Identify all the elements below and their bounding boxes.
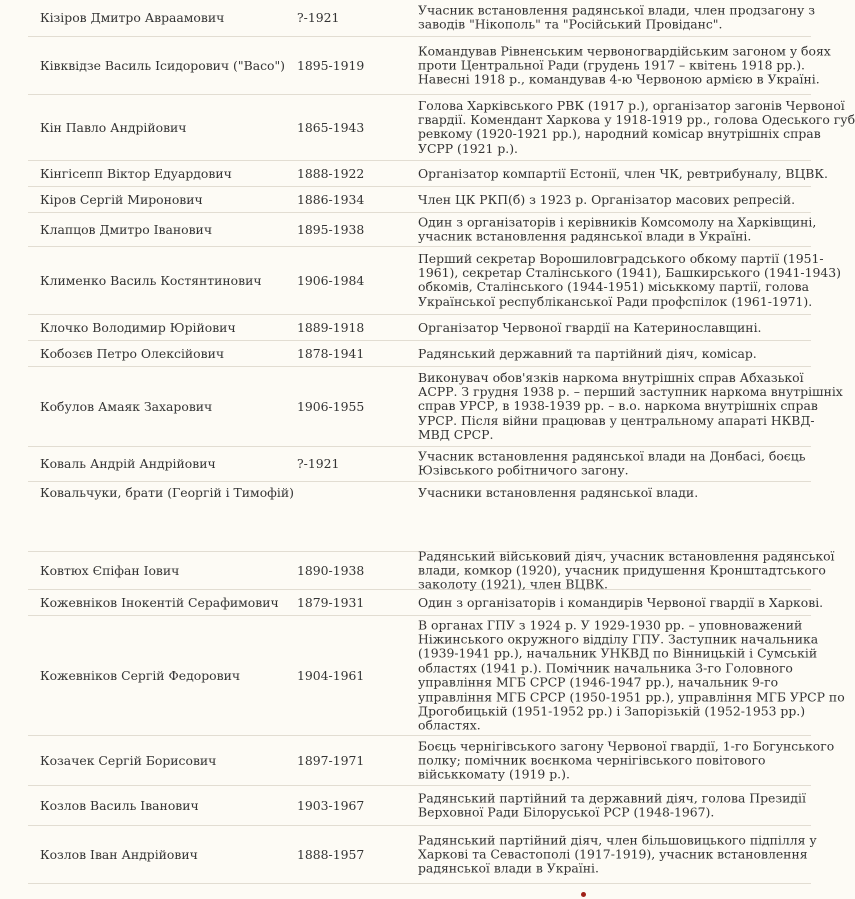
- description-line: Голова Харківського РВК (1917 р.), організатор загонів Червоної: [418, 97, 845, 113]
- description-line: заводів "Нікополь" та "Російський Провіданс".: [418, 17, 723, 32]
- person-name: Кіров Сергій Миронович: [40, 191, 203, 207]
- table-row: [28, 736, 835, 786]
- biography-table: [28, 0, 855, 884]
- description-line: (1939-1941 рр.), начальник УНКВД по Вінницькій і Сумській: [418, 645, 818, 661]
- person-description: [418, 547, 835, 592]
- description-line: Дрогобицькій (1951-1952 рр.) і Запорізькій (1952-1953 рр.): [418, 703, 806, 719]
- table-row: [28, 315, 811, 341]
- description-line: Радянський партійний діяч, член більшовицького підпілля у: [418, 831, 817, 847]
- table-row: [28, 0, 816, 37]
- table-row: [28, 37, 831, 95]
- description-line: Радянський державний та партійний діяч, комісар.: [418, 345, 757, 361]
- life-years: 1865-1943: [297, 119, 365, 135]
- description-line: Командував Рівненським червоногвардійським загоном у боях: [418, 42, 831, 58]
- life-years: 1897-1971: [297, 752, 365, 768]
- description-line: гвардії. Комендант Харкова у 1918-1919 рр., голова Одеського губ: [418, 112, 855, 128]
- person-description: [418, 737, 835, 782]
- table-row: [28, 547, 835, 592]
- person-name: Козлов Іван Андрійович: [40, 846, 198, 862]
- person-name: Кожевніков Сергій Федорович: [40, 667, 241, 683]
- table-row: [28, 447, 811, 482]
- person-description: [418, 165, 828, 181]
- table-row: [28, 341, 811, 367]
- description-line: заколоту (1921), член ВЦВК.: [418, 576, 608, 592]
- person-description: [418, 2, 816, 33]
- description-line: радянської влади в Україні.: [418, 860, 599, 876]
- person-description: [418, 42, 831, 87]
- life-years: 1895-1919: [297, 57, 365, 73]
- description-line: В органах ГПУ з 1924 р. У 1929-1930 рр. – уповноважений: [418, 616, 803, 632]
- description-line: справ УРСР, в 1938-1939 рр. – в.о. наркома внутрішніх справ: [418, 398, 818, 414]
- life-years: ?-1921: [297, 456, 340, 471]
- person-description: [418, 369, 843, 443]
- description-line: областях (1941 р.). Помічник начальника 3-го Головного: [418, 660, 793, 676]
- table-row: [28, 95, 855, 161]
- table-row: [28, 161, 828, 187]
- person-name: Кінгісепп Віктор Едуардович: [40, 165, 232, 181]
- person-name: Кізіров Дмитро Авраамович: [40, 10, 225, 25]
- description-line: Організатор компартії Естонії, член ЧК, ревтрибуналу, ВЦВК.: [418, 165, 828, 181]
- description-line: військкомату (1919 р.).: [418, 766, 570, 782]
- person-description: [418, 486, 783, 500]
- life-years: 1878-1941: [297, 345, 365, 361]
- person-name: Ковальчуки, брати (Георгій і Тимофій): [40, 485, 294, 500]
- table-row: [28, 786, 811, 826]
- table-row: [28, 213, 817, 247]
- person-name: Клименко Василь Костянтинович: [40, 272, 262, 288]
- life-years: 1903-1967: [297, 797, 365, 813]
- life-years: 1904-1961: [297, 667, 365, 683]
- description-line: Радянський військовий діяч, учасник встановлення радянської: [418, 547, 835, 563]
- person-name: Козлов Василь Іванович: [40, 797, 199, 813]
- description-line: УРСР. Після війни працював у центральному апараті НКВД-: [418, 412, 815, 428]
- person-description: [418, 250, 841, 310]
- description-line: Радянський партійний та державний діяч, голова Президії: [418, 790, 806, 806]
- person-description: [418, 790, 806, 820]
- person-name: Коваль Андрій Андрійович: [40, 456, 216, 471]
- description-line: АСРР. З грудня 1938 р. – перший заступник наркома внутрішніх: [418, 383, 843, 399]
- description-line: полку; помічник воєнкома чернігівського повітового: [418, 752, 766, 768]
- person-name: Кобозєв Петро Олексійович: [40, 345, 225, 361]
- description-line: обкомів, Сталінського (1944-1951) міськкому партії, голова: [418, 279, 810, 295]
- person-name: Ківквідзе Василь Ісидорович ("Васо"): [40, 57, 286, 73]
- description-line: Ніжинського окружного відділу ГПУ. Заступник начальника: [418, 631, 819, 647]
- description-line: областях.: [418, 717, 481, 733]
- life-years: 1886-1934: [297, 191, 365, 207]
- description-line: Один з організаторів і керівників Комсомолу на Харківщині,: [418, 214, 817, 230]
- person-name: Кін Павло Андрійович: [40, 119, 187, 135]
- description-line: Харкові та Севастополі (1917-1919), учасник встановлення: [418, 846, 808, 862]
- description-line: Української республіканської Ради профспілок (1961-1971).: [418, 293, 813, 309]
- life-years: ?-1921: [297, 10, 340, 25]
- description-line: ревкому (1920-1921 рр.), народний комісар внутрішніх справ: [418, 126, 821, 142]
- person-name: Кобулов Амаяк Захарович: [40, 398, 213, 414]
- table-row: [28, 482, 811, 552]
- table-row: [28, 616, 845, 736]
- description-line: Боєць чернігівського загону Червоної гвардії, 1-го Богунського: [418, 737, 835, 753]
- description-line: учасник встановлення радянської влади в Україні.: [418, 228, 752, 244]
- description-line: Навесні 1918 р., командував 4-ю Червоною армією в Україні.: [418, 71, 820, 87]
- description-line: Член ЦК РКП(б) з 1923 р. Організатор масових репресій.: [418, 191, 796, 207]
- life-years: 1888-1957: [297, 846, 365, 862]
- person-name: Клочко Володимир Юрійович: [40, 319, 236, 335]
- description-line: Юзівського робітничого загону.: [418, 463, 629, 478]
- table-row: [28, 367, 843, 447]
- life-years: 1906-1955: [297, 398, 365, 414]
- person-description: [418, 346, 783, 360]
- person-description: [418, 97, 855, 157]
- description-line: Перший секретар Ворошиловградського обкому партії (1951-: [418, 250, 824, 266]
- description-line: Організатор Червоної гвардії на Катеринославщині.: [418, 319, 762, 335]
- description-line: управління МГБ СРСР (1946-1947 рр.), начальник 9-го: [418, 674, 779, 690]
- table-row: [28, 187, 811, 213]
- description-line: Учасник встановлення радянської влади на Донбасі, боєць: [418, 448, 806, 464]
- description-line: Учасник встановлення радянської влади, член продзагону з: [418, 2, 816, 18]
- table-row: [28, 590, 824, 616]
- table-row: [28, 247, 841, 315]
- person-description: [418, 191, 796, 207]
- life-years: 1890-1938: [297, 562, 365, 578]
- person-name: Кожевніков Інокентій Серафимович: [40, 594, 279, 610]
- life-years: 1888-1922: [297, 165, 365, 181]
- description-line: Верховної Ради Білоруської РСР (1948-1967).: [418, 804, 715, 820]
- table-row: [28, 826, 817, 884]
- person-description: [418, 448, 806, 479]
- cursor-dot: [581, 892, 586, 897]
- description-line: 1961), секретар Сталінського (1941), Башкирського (1941-1943): [418, 265, 841, 281]
- life-years: 1889-1918: [297, 319, 365, 335]
- description-line: управління МГБ СРСР (1950-1951 рр.), управління МГБ УРСР по: [418, 688, 845, 704]
- person-description: [418, 214, 817, 244]
- description-line: влади, комкор (1920), учасник придушення Кронштадтського: [418, 562, 826, 578]
- description-line: Один з організаторів і командирів Червоної гвардії в Харкові.: [418, 594, 824, 610]
- person-name: Козачек Сергій Борисович: [40, 752, 217, 768]
- person-description: [418, 831, 817, 876]
- person-description: [418, 616, 845, 733]
- description-line: УСРР (1921 р.).: [418, 140, 518, 156]
- description-line: проти Центральної Ради (грудень 1917 – квітень 1918 рр.).: [418, 57, 805, 73]
- person-description: [418, 594, 824, 610]
- life-years: 1906-1984: [297, 272, 365, 288]
- description-line: Учасники встановлення радянської влади.: [418, 485, 699, 500]
- life-years: 1879-1931: [297, 594, 365, 610]
- description-line: Виконувач обов'язків наркома внутрішніх справ Абхазької: [418, 369, 804, 385]
- description-line: МВД СРСР.: [418, 427, 494, 443]
- person-description: [418, 320, 783, 334]
- person-name: Ковтюх Єпіфан Іович: [40, 562, 180, 578]
- person-name: Клапцов Дмитро Іванович: [40, 221, 213, 237]
- life-years: 1895-1938: [297, 221, 365, 237]
